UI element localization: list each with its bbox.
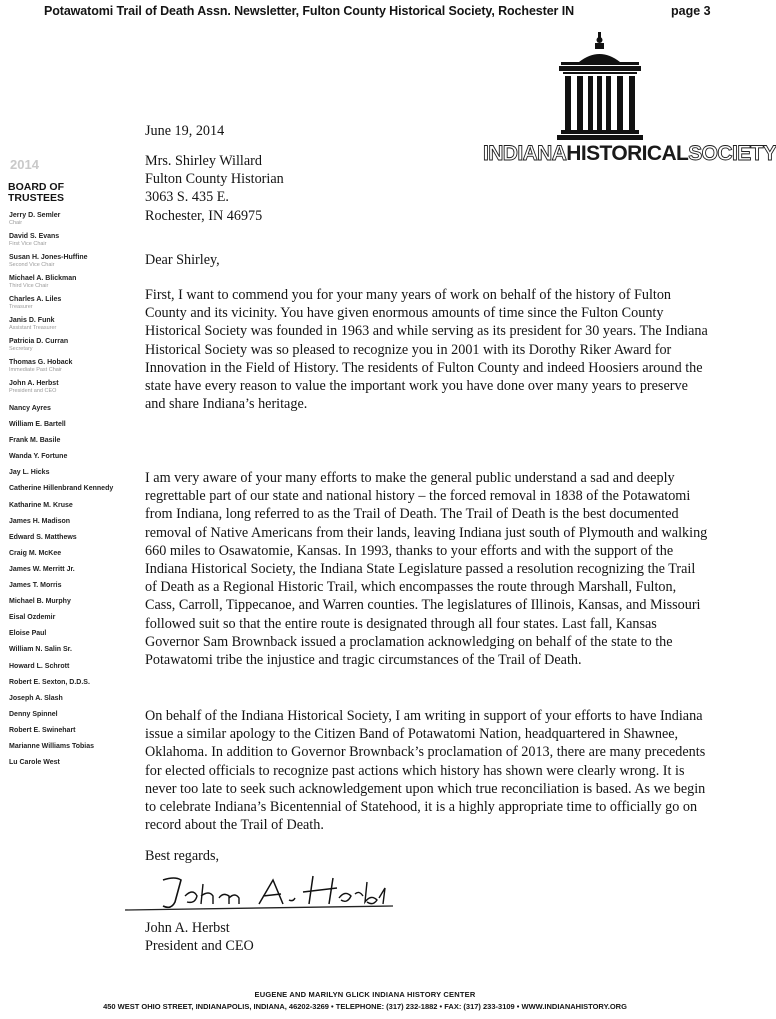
- trustee-name: John A. Herbst: [9, 380, 59, 387]
- trustee-name: Thomas G. Hoback: [9, 359, 73, 366]
- trustee-member: [9, 678, 121, 694]
- board-of-trustees-heading: BOARD OF TRUSTEES: [8, 181, 65, 204]
- trustee-member: [9, 404, 121, 420]
- trustee-role: Secretary: [9, 346, 33, 352]
- page-number: page 3: [671, 4, 711, 18]
- trustee-entry: [9, 211, 121, 232]
- trustee-name: Michael A. Blickman: [9, 275, 77, 282]
- trustee-member-name: William E. Bartell: [9, 421, 66, 429]
- recipient-line: Fulton County Historian: [145, 171, 284, 188]
- trustee-name: David S. Evans: [9, 233, 60, 240]
- recipient-line: Mrs. Shirley Willard: [145, 153, 262, 169]
- paragraph-3: On behalf of the Indiana Historical Society, I am writing in support of your efforts to have Indiana issue a similar apology to the Citizen Band of Potawatomi Nation, headquartered in Shawnee, Oklahoma. In addition to Governor Brownback’s proclamation of 2013, there are many precedents for elected officials to recognize past actions which history has shown were clearly wrong. It is never too late to seek such acknowledgement upon which true reconciliation is based. As we begin to celebrate Indiana’s Bicentennial of Statehood, it is a highly appropriate time to officially go on record about the Trail of Death.: [145, 708, 706, 834]
- trustee-member: [9, 565, 121, 581]
- footer-organization: EUGENE AND MARILYN GLICK INDIANA HISTORY CENTER: [254, 990, 476, 999]
- trustee-member: [9, 629, 121, 645]
- trustee-entry: [9, 274, 121, 295]
- logo-wordmark: [483, 142, 776, 165]
- trustee-entry: [9, 232, 121, 253]
- footer-address: 450 WEST OHIO STREET, INDIANAPOLIS, INDIANA, 46202-3269 • TELEPHONE: (317) 232-1882 • FAX: (317) 233-3109 • WWW.INDIANAHISTORY.ORG: [103, 1002, 627, 1011]
- trustee-member-name: James T. Morris: [9, 582, 62, 590]
- trustee-entry: [9, 253, 121, 274]
- trustee-member-name: Lu Carole West: [9, 759, 60, 767]
- trustee-name: Charles A. Liles: [9, 296, 62, 303]
- trustee-member-name: James H. Madison: [9, 517, 71, 525]
- trustee-role: Treasurer: [9, 304, 33, 310]
- logo-word-indiana: INDIANA: [483, 142, 567, 165]
- trustee-entry: [9, 337, 121, 358]
- handwritten-signature: [123, 870, 403, 918]
- trustee-member-name: James W. Merritt Jr.: [9, 565, 75, 573]
- trustee-member: [9, 501, 121, 517]
- trustee-member: [9, 597, 121, 613]
- trustee-name: Jerry D. Semler: [9, 212, 61, 219]
- trustee-member-name: Denny Spinnel: [9, 710, 58, 718]
- recipient-address: [145, 152, 284, 225]
- trustee-member-name: Joseph A. Slash: [9, 694, 63, 702]
- trustee-member: [9, 484, 121, 500]
- trustee-member-name: Michael B. Murphy: [9, 598, 71, 606]
- paragraph-1: First, I want to commend you for your many years of work on behalf of the history of Fulton County and its vicinity. You have given enormous amounts of time since the Fulton County Historical Society was founded in 1963 and while serving as its president for 30 years. The Indiana Historical Society was so pleased to recognize you in 2001 with its Dorothy Riker Award for Innovation in the Field of History. The residents of Fulton County and indeed Hoosiers around the state have every reason to value the important work you have done over many years to preserve and share Indiana’s heritage.: [145, 287, 708, 413]
- trustee-role: Chair: [9, 220, 23, 226]
- letter-date: June 19, 2014: [145, 123, 225, 139]
- trustee-member-name: Craig M. McKee: [9, 549, 62, 557]
- newsletter-header-title: Potawatomi Trail of Death Assn. Newsletter, Fulton County Historical Society, Rochester IN: [44, 4, 574, 18]
- trustee-member: [9, 452, 121, 468]
- trustee-member-name: Eloise Paul: [9, 630, 47, 638]
- trustee-member-name: Frank M. Basile: [9, 437, 61, 445]
- board-year: 2014: [10, 157, 39, 172]
- trustee-entry: [9, 379, 121, 400]
- history-center-building-icon: [555, 30, 645, 142]
- logo-word-historical: HISTORICAL: [566, 142, 689, 165]
- closing: Best regards,: [145, 848, 220, 864]
- trustees-list: [9, 211, 121, 774]
- trustee-role: President and CEO: [9, 388, 57, 394]
- logo-word-society: SOCIETY: [688, 142, 776, 165]
- trustee-member: [9, 710, 121, 726]
- salutation: Dear Shirley,: [145, 252, 220, 268]
- trustee-member-name: Robert E. Sexton, D.D.S.: [9, 678, 90, 686]
- trustee-member: [9, 694, 121, 710]
- trustee-entry: [9, 316, 121, 337]
- trustee-member-name: Robert E. Swinehart: [9, 726, 76, 734]
- trustee-member: [9, 420, 121, 436]
- trustee-member: [9, 581, 121, 597]
- trustee-member-name: Jay L. Hicks: [9, 469, 50, 477]
- signer-title: President and CEO: [145, 938, 254, 955]
- trustee-member: [9, 662, 121, 678]
- trustee-member: [9, 758, 121, 774]
- trustee-member: [9, 549, 121, 565]
- trustee-role: Immediate Past Chair: [9, 367, 62, 373]
- trustee-role: Assistant Treasurer: [9, 325, 57, 331]
- trustee-member: [9, 726, 121, 742]
- trustee-role: Second Vice Chair: [9, 262, 55, 268]
- trustee-member-name: Catherine Hillenbrand Kennedy: [9, 485, 114, 493]
- trustee-name: Janis D. Funk: [9, 317, 55, 324]
- trustee-entry: [9, 295, 121, 316]
- trustee-member: [9, 436, 121, 452]
- trustee-member: [9, 613, 121, 629]
- trustee-member: [9, 742, 121, 758]
- trustee-member-name: Eisal Ozdemir: [9, 614, 56, 622]
- recipient-line: 3063 S. 435 E.: [145, 189, 229, 206]
- paragraph-2: I am very aware of your many efforts to make the general public understand a sad and deeply regrettable part of our state and national history – the forced removal in 1838 of the Potawatomi from Indiana, long referred to as the Trail of Death. The Trail of Death is the best documented removal of Native Americans from their lands, leaving Indiana just south of Plymouth and walking 660 miles to Osawatomie, Kansas. In 1993, thanks to your efforts and with the support of the Indiana Historical Society, the Indiana State Legislature passed a resolution recognizing the Trail of Death as a Regional Historic Trail, which encompasses the route through Marshall, Fulton, Cass, Carroll, Tippecanoe, and Warren counties. The legislatures of Illinois, Kansas, and Missouri followed suit so that the entire route is designated through all four states. Last fall, Kansas Governor Sam Brownback issued a proclamation acknowledging on behalf of the state to the Potawatomi tribe the injustice and tragic circumstances of the Trail of Death.: [145, 470, 708, 669]
- trustee-member-name: William N. Salin Sr.: [9, 646, 72, 654]
- recipient-line: Rochester, IN 46975: [145, 207, 263, 224]
- trustee-member-name: Marianne Williams Tobias: [9, 742, 94, 750]
- trustee-member: [9, 517, 121, 533]
- trustee-entry: [9, 358, 121, 379]
- signer-block: [145, 919, 254, 955]
- trustee-role: Third Vice Chair: [9, 283, 49, 289]
- trustee-member-name: Nancy Ayres: [9, 405, 51, 412]
- trustee-member-name: Edward S. Matthews: [9, 533, 77, 541]
- trustee-member: [9, 645, 121, 661]
- trustee-name: Patricia D. Curran: [9, 338, 69, 345]
- trustee-member-name: Howard L. Schrott: [9, 662, 70, 670]
- signer-name: John A. Herbst: [145, 920, 230, 936]
- trustee-name: Susan H. Jones-Huffine: [9, 254, 88, 261]
- trustee-role: First Vice Chair: [9, 241, 47, 247]
- trustee-member-name: Katharine M. Kruse: [9, 501, 73, 509]
- trustee-member-name: Wanda Y. Fortune: [9, 453, 68, 461]
- trustee-member: [9, 533, 121, 549]
- trustee-member: [9, 468, 121, 484]
